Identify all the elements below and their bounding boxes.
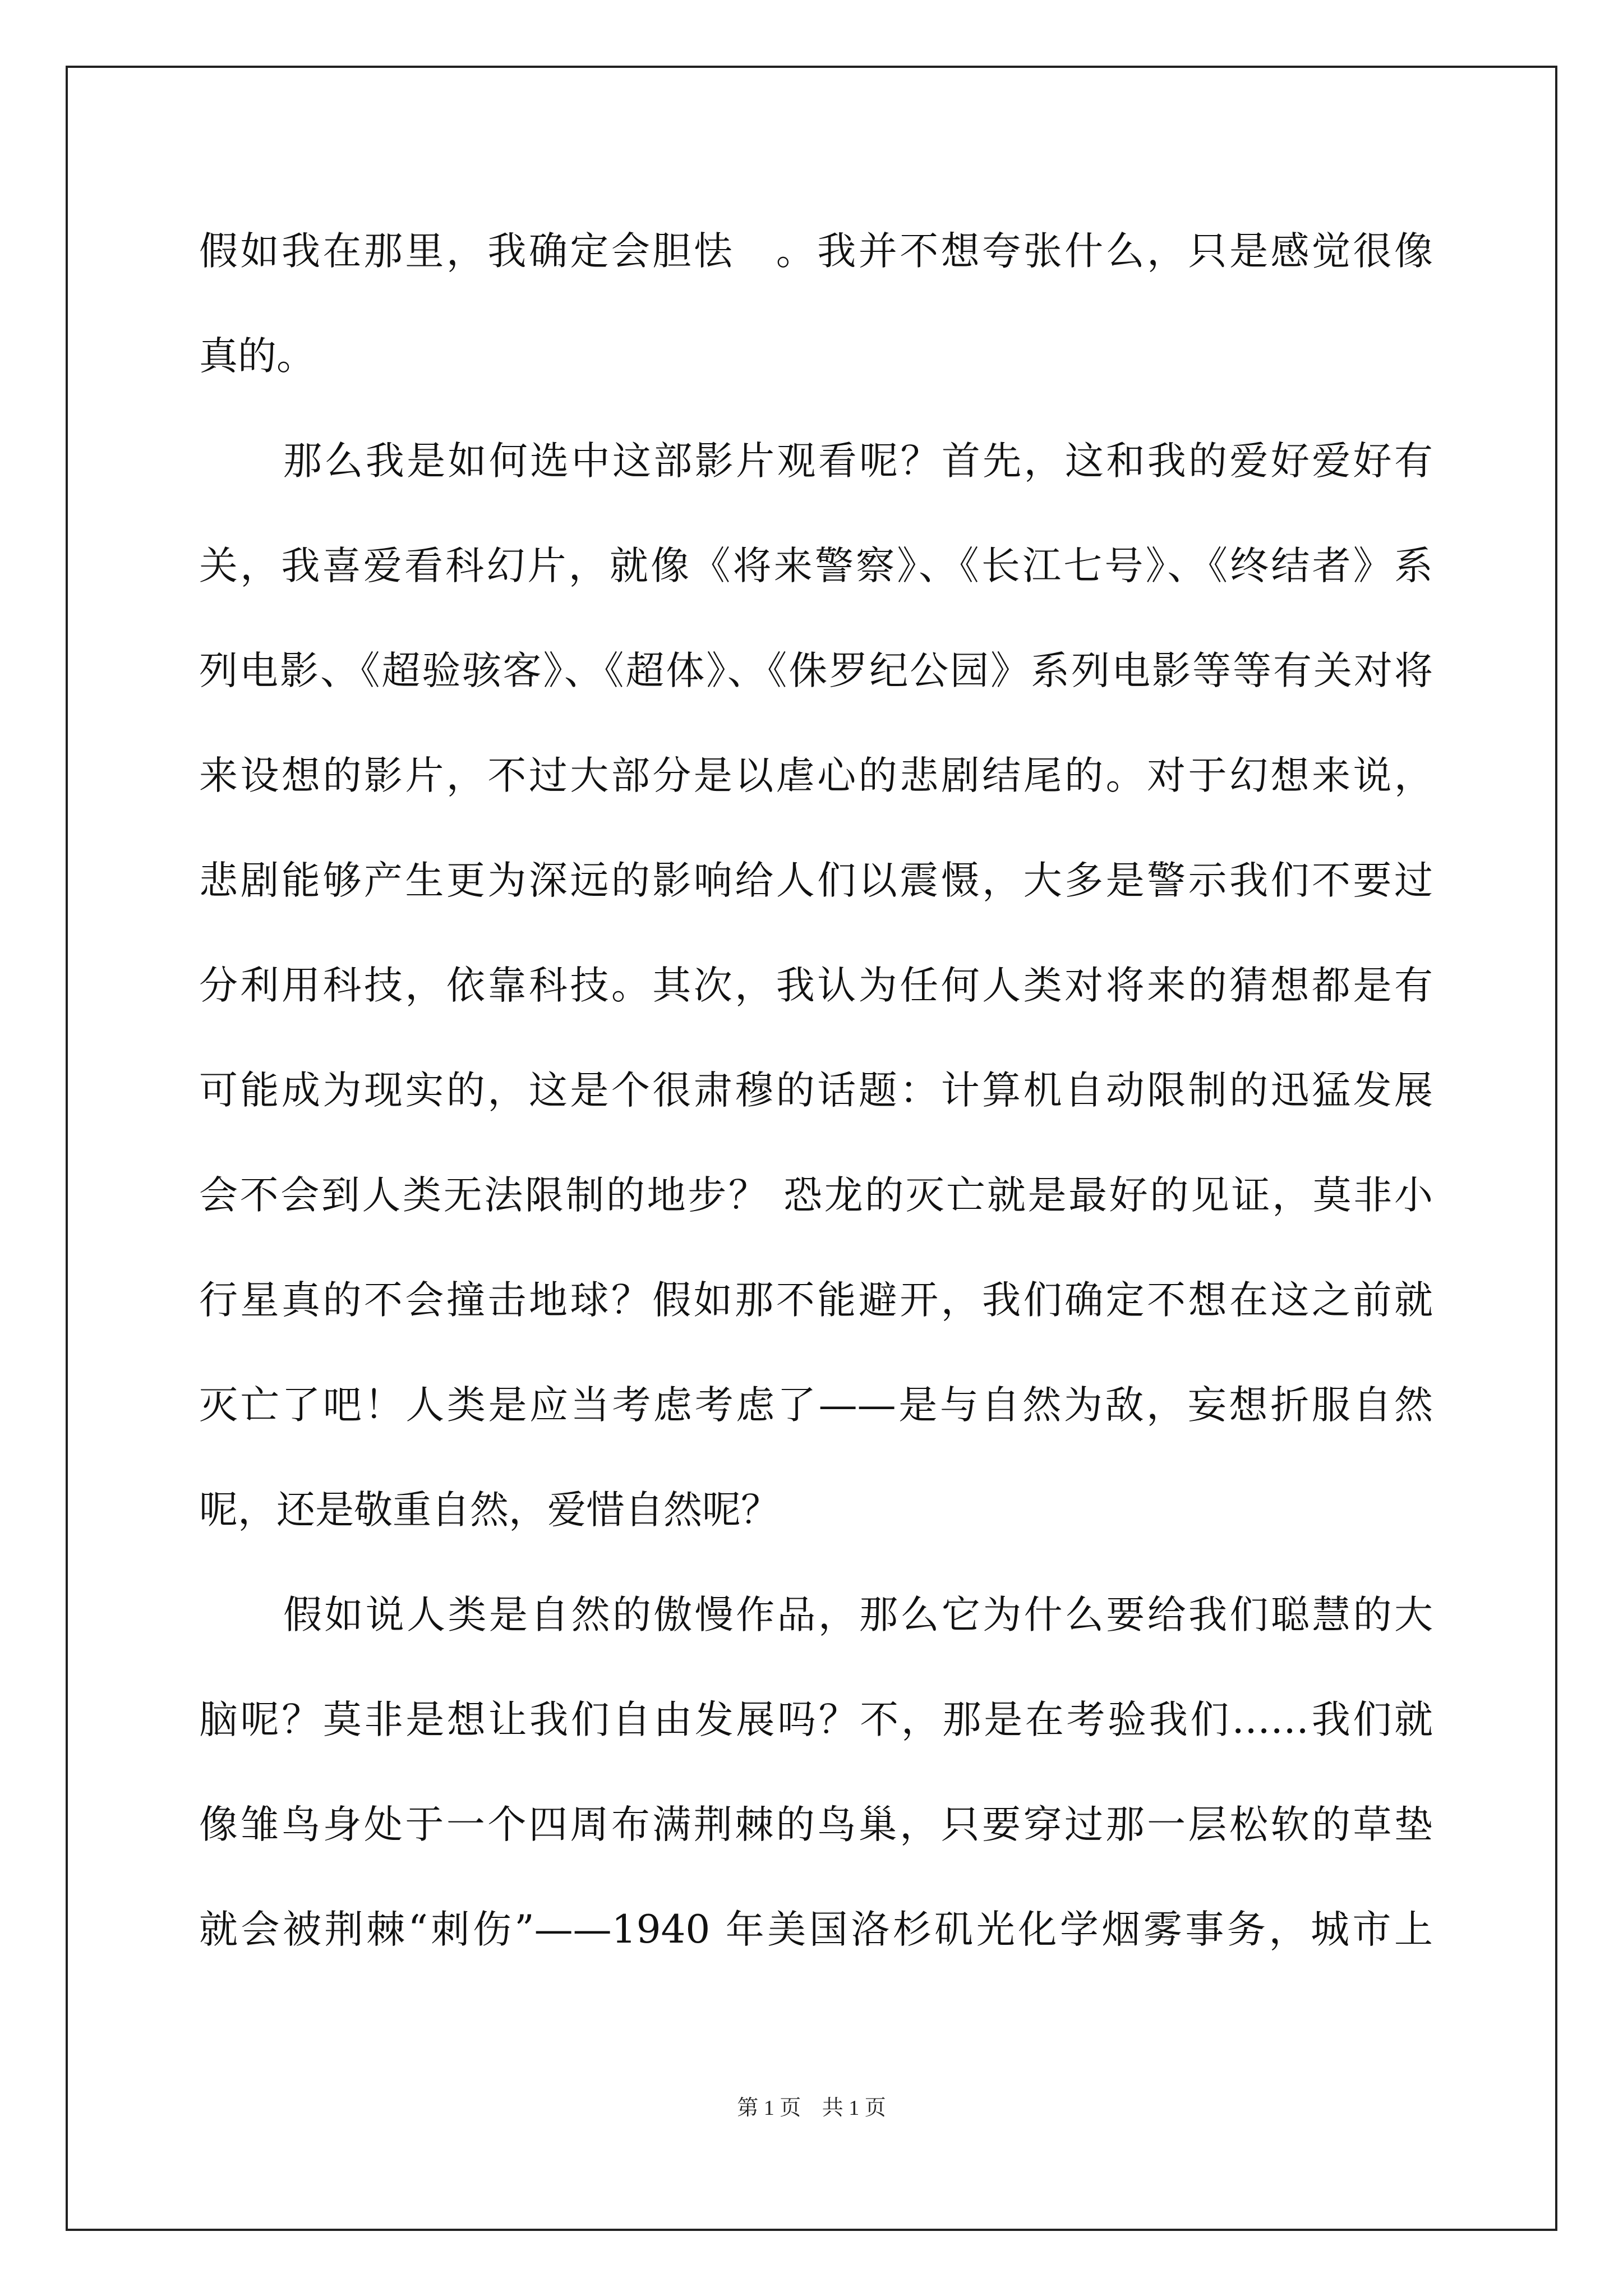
text-line: 像雏鸟身处于一个四周布满荆棘的鸟巢，只要穿过那一层松软的草垫 [199,1802,1433,1847]
page-number: 第 1 页 [737,2096,801,2120]
text-line: 脑呢？莫非是想让我们自由发展吗？不，那是在考验我们……我们就 [199,1697,1433,1742]
paragraph-first-line: 那么我是如何选中这部影片观看呢？首先，这和我的爱好爱好有 [283,439,1433,484]
page-footer [0,2091,1623,2125]
text-line: 可能成为现实的，这是个很肃穆的话题：计算机自动限制的迅猛发展 [199,1068,1433,1113]
text-line: 关，我喜爱看科幻片，就像《将来警察》、《长江七号》、《终结者》系 [199,544,1433,588]
text-line: 就会被荆棘“刺伤”——1940 年美国洛杉矶光化学烟雾事务，城市上 [199,1907,1433,1952]
document-body [199,199,1433,1982]
paragraph-first-line: 假如说人类是自然的傲慢作品，那么它为什么要给我们聪慧的大 [283,1593,1433,1637]
text-line: 行星真的不会撞击地球？假如那不能避开，我们确定不想在这之前就 [199,1278,1433,1323]
text-line: 灭亡了吧！人类是应当考虑考虑了——是与自然为敌，妄想折服自然 [199,1383,1433,1428]
text-line: 悲剧能够产生更为深远的影响给人们以震慑，大多是警示我们不要过 [199,858,1433,903]
text-line: 列电影、《超验骇客》、《超体》、《侏罗纪公园》系列电影等等有关对将 [199,648,1433,693]
text-line: 假如我在那里，我确定会胆怯 。我并不想夸张什么，只是感觉很像 [199,229,1433,274]
page-total: 共 1 页 [822,2096,886,2120]
text-line: 真的。 [199,334,315,379]
text-line: 来设想的影片，不过大部分是以虐心的悲剧结尾的。对于幻想来说， [199,753,1433,798]
text-line: 呢，还是敬重自然，爱惜自然呢？ [199,1488,780,1533]
text-line: 会不会到人类无法限制的地步？ 恐龙的灭亡就是最好的见证，莫非小 [199,1173,1433,1218]
text-line: 分利用科技，依靠科技。其次，我认为任何人类对将来的猜想都是有 [199,963,1433,1008]
